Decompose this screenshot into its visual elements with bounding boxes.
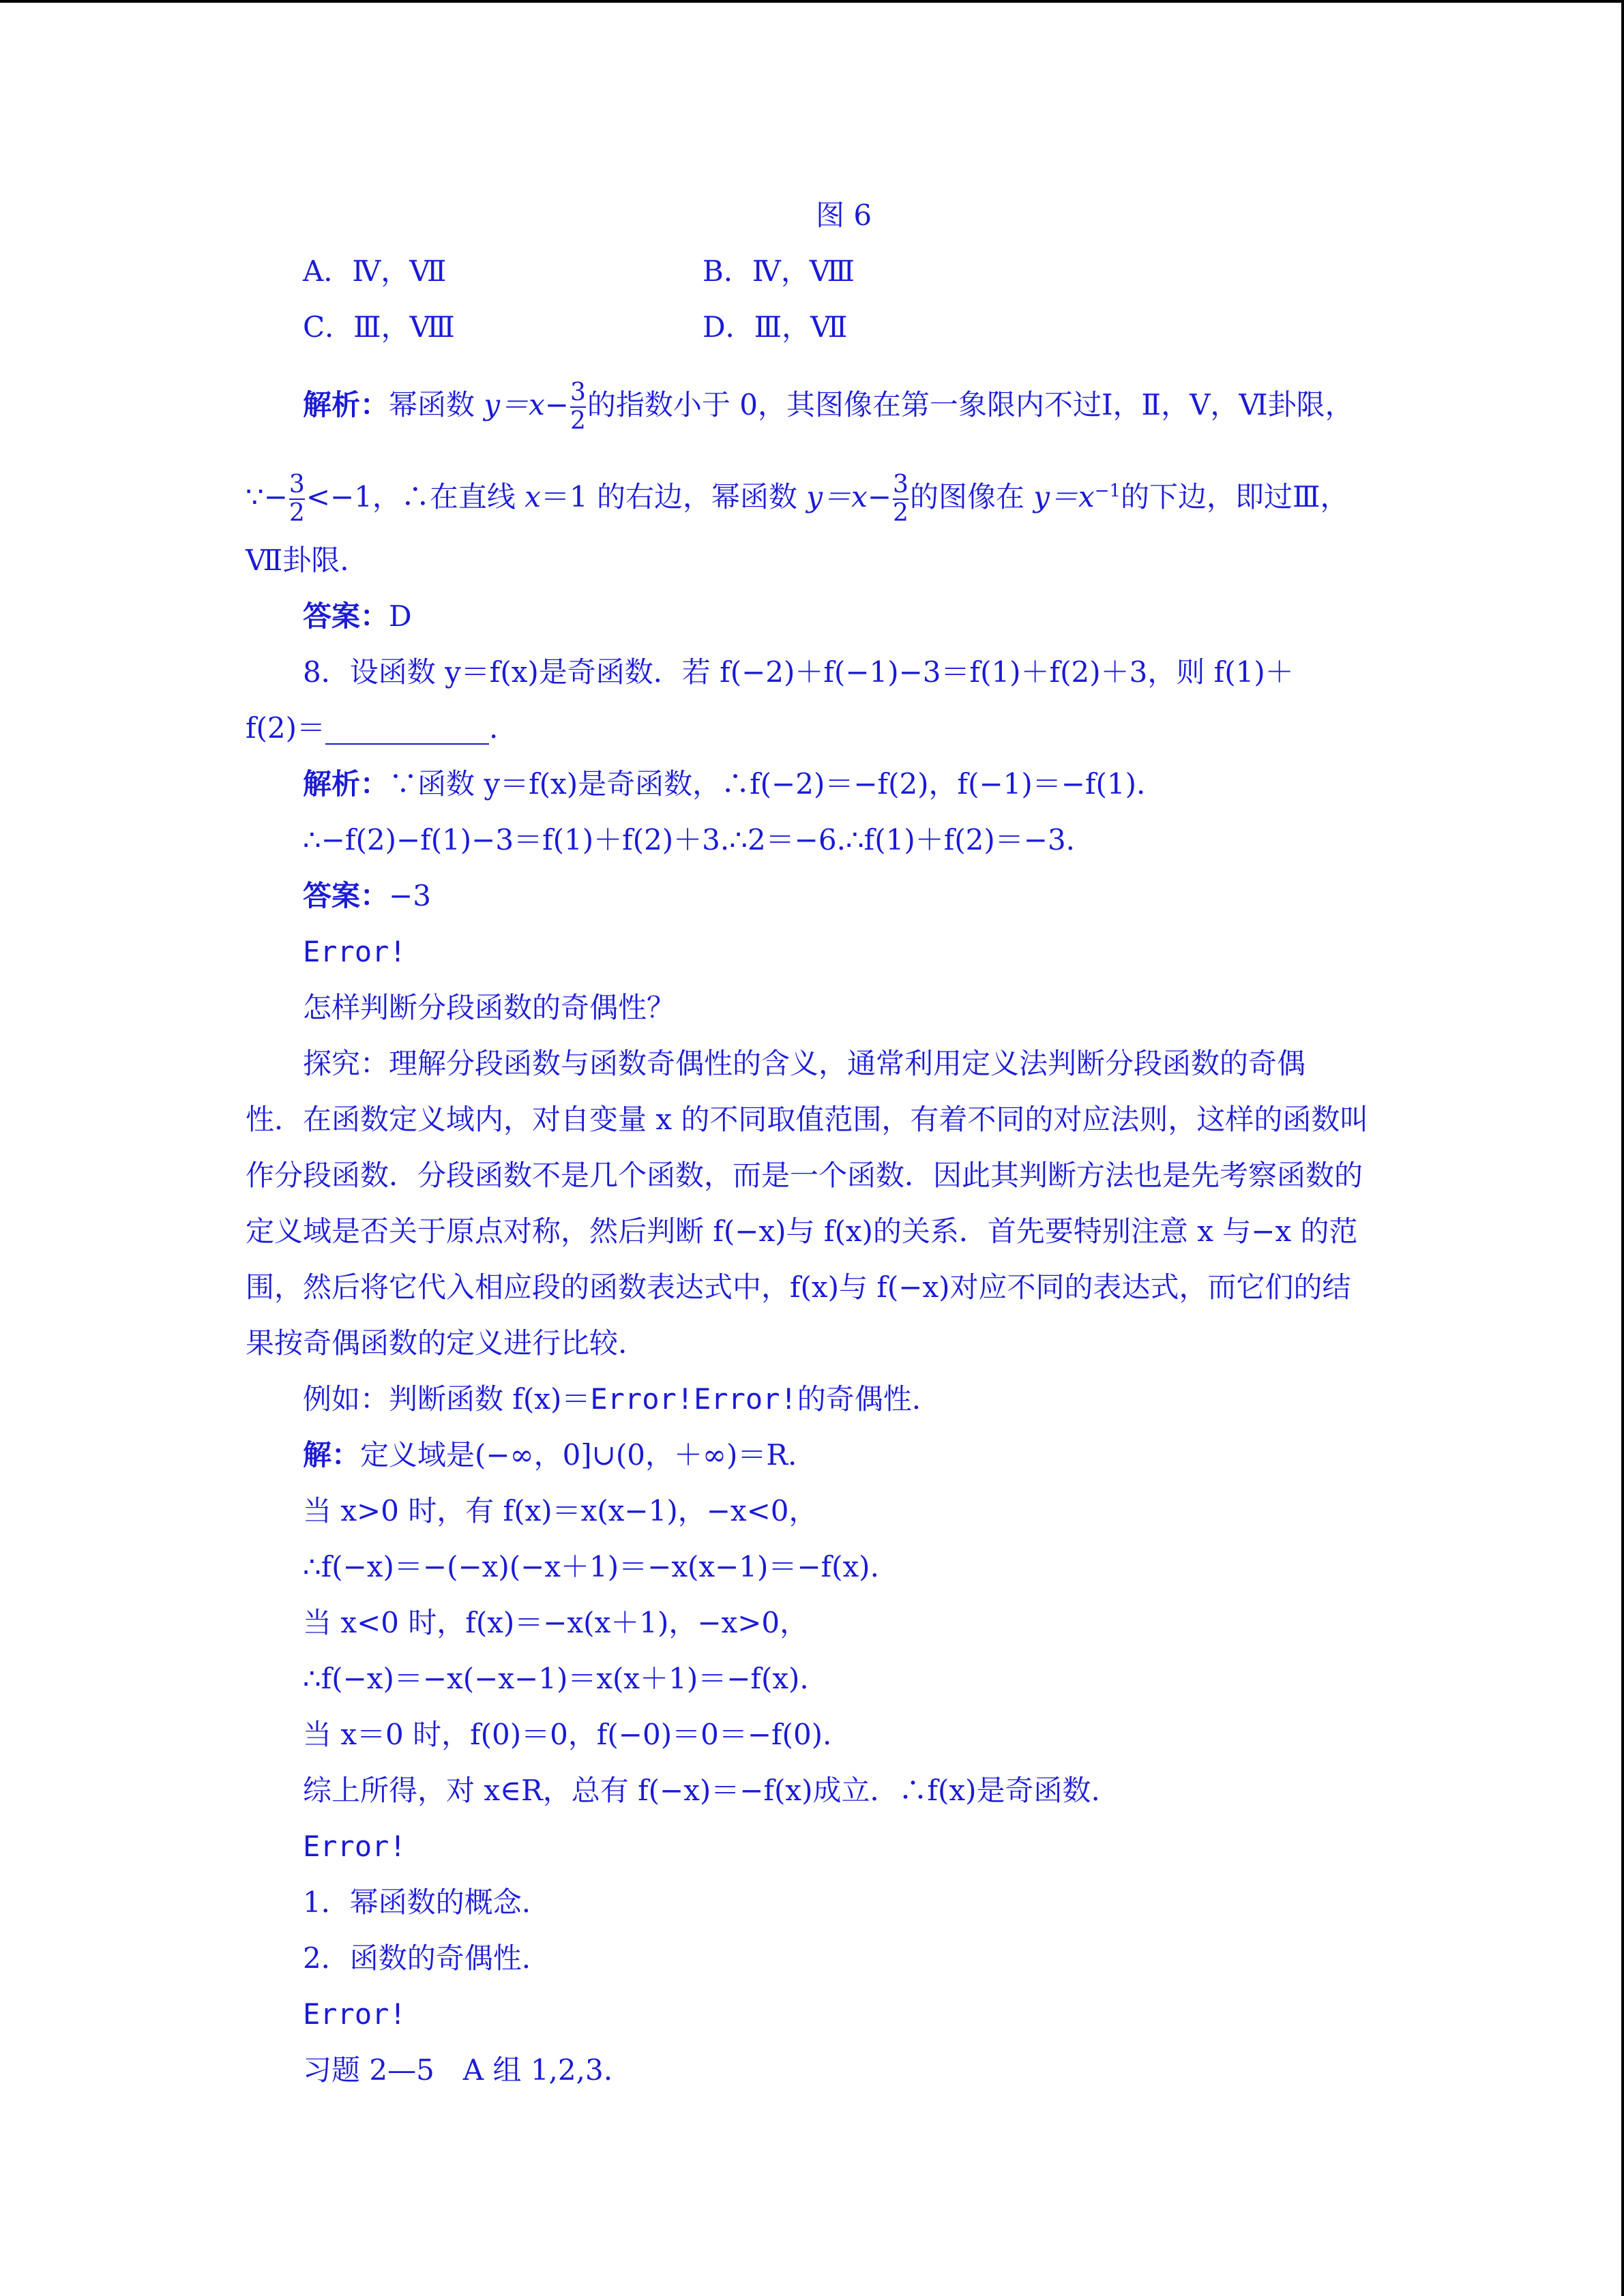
analysis-label: 解析： <box>303 388 389 421</box>
answer-value: D <box>389 599 412 633</box>
answer-blank <box>325 716 489 745</box>
homework: 习题 2—5 A 组 1,2,3. <box>303 2053 613 2087</box>
solution-label: 解： <box>303 1438 361 1472</box>
answer-label: 答案： <box>303 599 389 633</box>
solution-line7: 综上所得，对 x∈R，总有 f(−x)＝−f(x)成立．∴f(x)是奇函数. <box>303 1774 1100 1807</box>
text: 的指数小于 0，其图像在第一象限内不过Ⅰ，Ⅱ，Ⅴ，Ⅵ卦限， <box>587 388 1354 421</box>
solution-line3: ∴f(−x)＝−(−x)(−x＋1)＝−x(x−1)＝−f(x). <box>303 1550 879 1583</box>
q8-question-line2: f(2)＝ . <box>246 711 499 745</box>
q8-question-line1: 8．设函数 y＝f(x)是奇函数．若 f(−2)＋f(−1)−3＝f(1)＋f(2)＋3，则 f(1)＋ <box>303 655 1294 689</box>
q8-answer <box>303 876 431 916</box>
analysis-label: 解析： <box>303 767 389 801</box>
explore-paragraph-line4: 定义域是否关于原点对称，然后判断 f(−x)与 f(x)的关系．首先要特别注意 x 与−x 的范 <box>246 1214 1358 1248</box>
figure-caption: 图 6 <box>816 198 872 232</box>
q7-analysis-line3: Ⅶ卦限. <box>246 543 349 577</box>
solution-line4: 当 x<0 时，f(x)＝−x(x＋1)，−x>0， <box>303 1606 809 1639</box>
solution-line2: 当 x>0 时，有 f(x)＝x(x−1)，−x<0， <box>303 1494 818 1527</box>
solution-line5: ∴f(−x)＝−x(−x−1)＝x(x＋1)＝−f(x). <box>303 1662 809 1695</box>
explore-paragraph-line2: 性．在函数定义域内，对自变量 x 的不同取值范围，有着不同的对应法则，这样的函数叫 <box>246 1103 1369 1136</box>
option-a: A．Ⅳ，Ⅶ <box>303 254 447 288</box>
explore-question: 怎样判断分段函数的奇偶性？ <box>303 991 676 1024</box>
q8-analysis-line2: ∴−f(2)−f(1)−3＝f(1)＋f(2)＋3.∴2＝−6.∴f(1)＋f(2)＝−3. <box>303 823 1076 856</box>
fraction: $\frac{3}{2}$ <box>893 471 909 527</box>
example-line: 例如：判断函数 f(x)＝Error!Error!的奇偶性. <box>303 1382 921 1416</box>
solution-line6: 当 x＝0 时，f(0)＝0，f(−0)＝0＝−f(0). <box>303 1718 832 1751</box>
answer-label: 答案： <box>303 879 389 912</box>
top-border <box>0 0 1624 3</box>
q7-analysis-line2: ∵− $\frac{3}{2}$ <−1，∴在直线 x＝1 的右边，幂函数 y＝x− $\frac{3}{2}$ 的图像在 $y=x^{-1}$的下边，即过Ⅲ， <box>246 471 1349 527</box>
text: 幂函数 <box>389 388 484 421</box>
option-b: B．Ⅳ，Ⅷ <box>703 254 855 288</box>
math: y＝x− <box>484 388 569 421</box>
explore-paragraph-line1: 探究：理解分段函数与函数奇偶性的含义，通常利用定义法判断分段函数的奇偶 <box>303 1047 1306 1080</box>
q7-analysis-line1 <box>303 379 1354 435</box>
error-heading-3: Error! <box>303 1997 407 2031</box>
summary-item-1: 1．幂函数的概念. <box>303 1885 531 1919</box>
fraction: $\frac{3}{2}$ <box>570 378 586 435</box>
right-border <box>1621 0 1624 2296</box>
error-heading-2: Error! <box>303 1830 407 1863</box>
q8-analysis-line1: 解析：∵函数 y＝f(x)是奇函数，∴f(−2)＝−f(2)，f(−1)＝−f(1). <box>303 767 1146 801</box>
summary-item-2: 2．函数的奇偶性. <box>303 1941 531 1975</box>
q7-answer <box>303 596 412 637</box>
fraction: $\frac{3}{2}$ <box>289 471 305 527</box>
explore-paragraph-line3: 作分段函数．分段函数不是几个函数，而是一个函数．因此其判断方法也是先考察函数的 <box>246 1159 1363 1192</box>
option-c: C．Ⅲ，Ⅷ <box>303 310 455 344</box>
option-d: D．Ⅲ，Ⅶ <box>703 310 848 344</box>
error-heading-1: Error! <box>303 935 407 968</box>
error-inline: Error!Error! <box>590 1382 797 1416</box>
explore-paragraph-line5: 围，然后将它代入相应段的函数表达式中，f(x)与 f(−x)对应不同的表达式，而它们的结 <box>246 1270 1351 1304</box>
answer-value: −3 <box>389 879 431 912</box>
explore-paragraph-line6: 果按奇偶函数的定义进行比较. <box>246 1326 628 1360</box>
solution-line1: 解：定义域是(−∞，0]∪(0，＋∞)＝R. <box>303 1438 797 1472</box>
